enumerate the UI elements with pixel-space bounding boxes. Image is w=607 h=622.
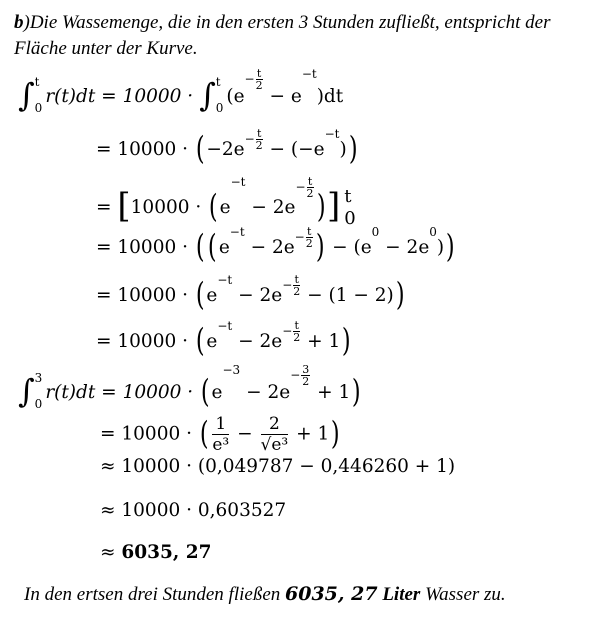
paren-close: ) (352, 372, 361, 410)
lhs: r(t)dt = 10000 · (45, 86, 200, 107)
exponent: −t (230, 175, 246, 189)
rhs-part: − e (263, 86, 302, 107)
fraction (261, 414, 289, 455)
exp-num: t (294, 273, 299, 286)
exponent: −3 (222, 363, 241, 377)
eq-prefix: = 10000 · (96, 331, 194, 352)
integral-limits (35, 372, 43, 410)
eq-prefix: = 10000 · (100, 423, 198, 445)
paren-open: ( (195, 321, 205, 359)
integral-sign: ∫ (199, 76, 216, 114)
exp-den: 2 (255, 79, 263, 92)
integral-sign: ∫ (18, 76, 35, 114)
exp-sign: − (294, 230, 305, 244)
term: e (219, 197, 231, 218)
exp-sign: − (244, 72, 255, 86)
equation-line-4 (96, 225, 457, 265)
equation-line-10: ≈ 10000 · 0,603527 (100, 500, 287, 521)
fraction (212, 414, 229, 455)
term: e (206, 331, 218, 352)
denominator: √e³ (260, 435, 289, 455)
term: e (206, 285, 218, 306)
paren-open: ( (195, 129, 205, 167)
conclusion-pre: In den ertsen drei Stunden fließen (24, 584, 286, 605)
term: + 1 (290, 423, 330, 445)
paren-close: ) (395, 275, 405, 313)
exp-num: t (307, 175, 313, 188)
equation-line-7 (18, 363, 363, 412)
exp-sign: − (244, 132, 255, 146)
part-label: b (14, 12, 24, 33)
term: − (−e (263, 139, 325, 160)
exponent: −t (217, 319, 233, 333)
exp-fraction (293, 274, 300, 297)
term: 10000 · (130, 197, 208, 218)
paren-close: ) (342, 321, 351, 359)
exp-fraction (306, 226, 313, 249)
lhs: r(t)dt = 10000 · (45, 382, 200, 403)
exponent: −t (229, 225, 245, 239)
integral-sign: ∫ (18, 372, 35, 410)
bracket-close: ] (327, 186, 341, 226)
upper-limit: t (215, 75, 221, 89)
term: ) (339, 139, 347, 160)
exp-den: 2 (305, 237, 313, 250)
paren-open: ( (200, 372, 210, 410)
paren-close: ) (316, 187, 326, 225)
exp-fraction (256, 68, 263, 91)
term: − (e (326, 237, 372, 258)
exponent (290, 364, 311, 387)
numerator: 2 (261, 414, 289, 435)
exponent: −t (301, 67, 317, 81)
term: − 2e (232, 285, 283, 306)
term: − 2e (379, 237, 430, 258)
exp-den: 2 (306, 187, 314, 200)
exponent: −t (324, 127, 340, 141)
integral-limits (216, 76, 224, 114)
term: −2e (206, 139, 245, 160)
exp-num: t (294, 319, 299, 332)
equation-line-3 (96, 175, 356, 230)
part-label-paren: ) (23, 12, 30, 33)
paren-close: ) (315, 227, 325, 265)
term: e (218, 237, 230, 258)
intro-text: Die Wassemenge, die in den ersten 3 Stunden zufließt, entspricht der Fläche unter der Kurve. (14, 12, 551, 59)
paren-close: ) (348, 129, 358, 167)
conclusion-sentence (24, 583, 506, 606)
exp-fraction (256, 128, 263, 151)
exp-sign: − (282, 278, 293, 292)
minus: − (231, 423, 259, 445)
term: − 2e (240, 382, 291, 403)
conclusion-unit: Liter (377, 584, 421, 605)
exp-den: 2 (255, 139, 263, 152)
exponent (282, 274, 301, 297)
conclusion-post: Wasser zu. (420, 584, 506, 605)
bracket-open: [ (117, 186, 131, 226)
upper-limit: 3 (34, 371, 43, 385)
upper-limit: t (34, 75, 40, 89)
eq-sign: = (96, 197, 118, 218)
exp-sign: − (295, 180, 306, 194)
term: ) (436, 237, 445, 258)
exp-den: 2 (302, 375, 310, 388)
paren-open: ( (195, 227, 205, 265)
term: + 1 (301, 331, 341, 352)
lower-limit: 0 (215, 101, 224, 115)
paren-open: ( (209, 187, 218, 225)
eq-prefix: = 10000 · (96, 139, 194, 160)
denominator: e³ (212, 435, 230, 455)
conclusion-value: 6035, 27 (285, 583, 378, 605)
term: − 2e (245, 197, 296, 218)
term: − 2e (244, 237, 295, 258)
term: e (211, 382, 223, 403)
equation-line-6 (96, 319, 353, 359)
integral-limits (35, 76, 43, 114)
equation-line-2 (96, 127, 359, 167)
intro-paragraph (14, 10, 599, 62)
equation-line-9: ≈ 10000 · (0,049787 − 0,446260 + 1) (100, 456, 456, 477)
exponent (245, 128, 264, 151)
term: − (1 − 2) (301, 285, 394, 306)
eq-prefix: = 10000 · (96, 237, 194, 258)
exp-sign: − (282, 324, 293, 338)
rhs-part: )dt (316, 86, 344, 107)
equation-line-8 (100, 414, 342, 455)
eval-upper: t (344, 186, 352, 207)
term: + 1 (311, 382, 351, 403)
exponent: −t (217, 273, 233, 287)
paren-close: ) (446, 227, 455, 265)
exponent (295, 176, 314, 199)
exponent: 0 (429, 225, 437, 239)
eq-prefix: = 10000 · (96, 285, 194, 306)
exp-num: t (307, 225, 312, 238)
paren-open: ( (199, 413, 209, 452)
result-value: 6035, 27 (121, 542, 212, 563)
exponent (282, 320, 301, 343)
exp-fraction (301, 364, 310, 387)
rhs-part: (e (226, 86, 245, 107)
exp-den: 2 (293, 285, 301, 298)
equation-line-5 (96, 273, 406, 313)
numerator: 1 (212, 414, 229, 435)
exp-num: 3 (302, 363, 310, 376)
equation-line-1 (18, 67, 344, 116)
equation-line-11 (100, 542, 212, 563)
term: − 2e (232, 331, 283, 352)
eval-limits (344, 186, 355, 230)
exp-num: t (256, 127, 262, 140)
lower-limit: 0 (34, 397, 43, 411)
eval-lower: 0 (344, 208, 356, 229)
exponent: 0 (371, 225, 380, 239)
exp-fraction (293, 320, 300, 343)
exp-fraction (307, 176, 314, 199)
lower-limit: 0 (34, 101, 43, 115)
exp-den: 2 (293, 331, 301, 344)
paren-close: ) (331, 413, 340, 452)
paren-open: ( (195, 275, 205, 313)
exponent (295, 226, 314, 249)
exponent (245, 68, 264, 91)
exp-num: t (256, 67, 262, 80)
approx-sign: ≈ (100, 542, 122, 563)
paren-open: ( (208, 227, 217, 265)
exp-sign: − (290, 368, 301, 382)
